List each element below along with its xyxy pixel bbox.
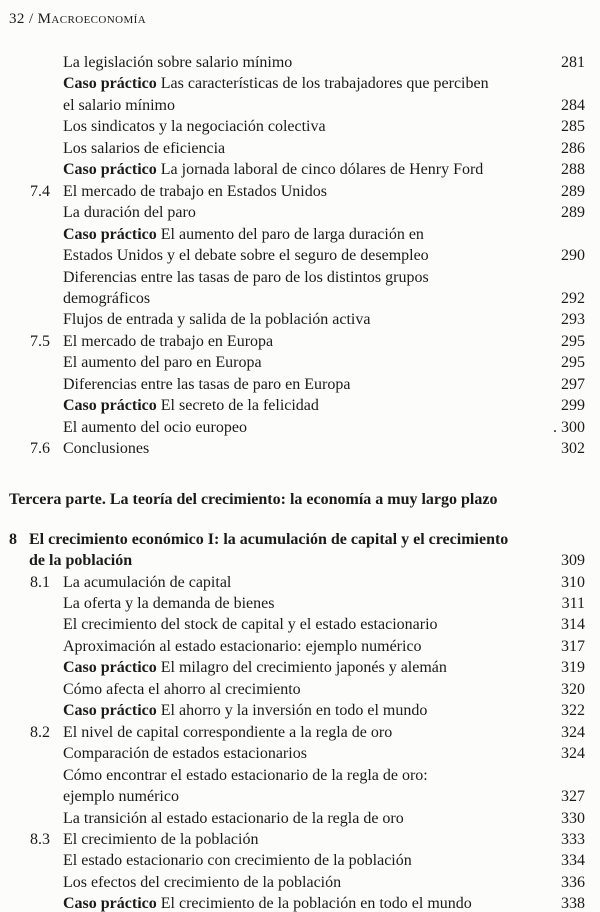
toc-entry-text: de la población — [29, 552, 133, 570]
toc-entry-page: 289 — [561, 204, 585, 222]
toc-entry-page — [547, 765, 585, 786]
toc-entry-page: 290 — [561, 247, 585, 265]
part-heading: Tercera parte. La teoría del crecimiento: la economía a muy largo plazo — [9, 490, 498, 508]
toc-entry-number — [0, 52, 63, 73]
toc-entry-page: 295 — [561, 354, 585, 372]
toc-entry-number: 8.1 — [30, 573, 50, 591]
toc-entry-title — [63, 245, 547, 266]
toc-entry-title — [63, 309, 547, 330]
toc-entry — [0, 893, 585, 912]
toc-entry-page: 314 — [561, 616, 585, 634]
toc-entry-page: 333 — [561, 830, 585, 848]
toc-entry-text: El aumento del paro en Europa — [63, 354, 262, 372]
toc-entry-number: 7.4 — [30, 182, 50, 200]
toc-entry-text: demográficos — [63, 289, 151, 307]
toc-entry-title — [63, 850, 547, 871]
toc-entry-title — [63, 181, 547, 202]
toc-entry-text: El crecimiento de la población en todo el mundo — [156, 895, 472, 912]
toc-entry — [0, 614, 585, 635]
toc-entry — [0, 743, 585, 764]
toc-entry-page: 286 — [561, 139, 585, 157]
toc-entry-number — [0, 786, 63, 807]
toc-entry-page: 327 — [561, 788, 585, 806]
toc-entry-text: El nivel de capital correspondiente a la regla de oro — [63, 723, 393, 741]
toc-entry-number — [0, 593, 63, 614]
toc-entry-page: 330 — [561, 809, 585, 827]
toc-entry-text: El crecimiento de la población — [63, 830, 259, 848]
toc-entry-page: 324 — [561, 745, 585, 763]
toc-entry — [0, 722, 585, 743]
toc-entry-text: Diferencias entre las tasas de paro en Europa — [63, 375, 351, 393]
toc-entry-text: El crecimiento del stock de capital y el estado estacionario — [63, 616, 438, 634]
caso-practico-label: Caso práctico — [63, 225, 157, 243]
toc-entry-page: 288 — [561, 161, 585, 179]
toc-entry-title — [63, 73, 547, 94]
toc-entry-title — [63, 872, 547, 893]
toc-entry-number — [0, 657, 63, 678]
toc-entry-page: 317 — [561, 637, 585, 655]
toc-entry-number — [0, 614, 63, 635]
toc-entry — [0, 829, 585, 850]
toc-entry-number — [0, 700, 63, 721]
toc-entry — [0, 138, 585, 159]
toc-entry-title — [63, 722, 547, 743]
toc-entry-title — [63, 159, 547, 180]
running-header: 32 / Macroeconomía — [9, 11, 147, 27]
toc-entry-title — [63, 331, 547, 352]
toc-entry-page: 292 — [561, 289, 585, 307]
toc-entry — [0, 808, 585, 829]
toc-entry-title — [29, 529, 547, 550]
toc-entry-number — [0, 417, 63, 438]
toc-entry-title — [63, 374, 547, 395]
toc-entry-number: 8.2 — [30, 723, 50, 741]
toc-entry-text: Flujos de entrada y salida de la población activa — [63, 311, 371, 329]
toc-entry-page — [547, 267, 585, 288]
toc-entry-page — [547, 224, 585, 245]
toc-entry-page: 295 — [561, 332, 585, 350]
toc-entry-title — [63, 267, 547, 288]
toc-entry-number: 8.3 — [30, 830, 50, 848]
toc-entry-title — [63, 893, 547, 912]
toc-entry — [0, 529, 585, 550]
toc-entry-text: Comparación de estados estacionarios — [63, 745, 307, 763]
toc-entry-page: 289 — [561, 182, 585, 200]
toc-entry-text: La duración del paro — [63, 204, 196, 222]
toc-entry — [0, 572, 585, 593]
toc-entry-page: 320 — [561, 680, 585, 698]
toc-entry-title — [63, 116, 547, 137]
toc-entry — [0, 765, 585, 786]
toc-entry-number: 7.6 — [30, 440, 50, 458]
toc-entry-text: Las características de los trabajadores que perciben — [156, 75, 489, 93]
toc-entry-page: 309 — [561, 552, 585, 570]
toc-entry-title — [63, 572, 547, 593]
toc-entry-text: El ahorro y la inversión en todo el mundo — [156, 702, 428, 720]
toc-entry — [0, 159, 585, 180]
toc-entry-title — [29, 550, 547, 571]
toc-entry — [0, 657, 585, 678]
toc-entry-page: 293 — [561, 311, 585, 329]
toc-entry — [0, 331, 585, 352]
toc-entry — [0, 395, 585, 416]
toc-entry-number — [0, 765, 63, 786]
toc-entry-number — [0, 850, 63, 871]
toc-entry-number — [0, 202, 63, 223]
toc-entry — [0, 700, 585, 721]
toc-entry-number — [0, 743, 63, 764]
toc-entry — [0, 352, 585, 373]
toc-entry-number: 8 — [9, 530, 17, 548]
toc-entry-page: 311 — [561, 594, 585, 612]
toc-entry-number — [0, 288, 63, 309]
toc-entry-text: El secreto de la felicidad — [156, 397, 319, 415]
toc-entry-title — [63, 593, 547, 614]
toc-entry-page: 299 — [561, 397, 585, 415]
toc-entry-page: 336 — [561, 873, 585, 891]
table-of-contents — [0, 52, 600, 912]
toc-entry-title — [63, 288, 547, 309]
toc-entry-title — [63, 438, 547, 459]
toc-entry-page: 334 — [561, 852, 585, 870]
toc-entry-number — [0, 893, 63, 912]
toc-entry-title — [63, 395, 547, 416]
toc-entry — [0, 224, 585, 245]
toc-entry-text: La jornada laboral de cinco dólares de Henry Ford — [156, 161, 484, 179]
toc-entry — [0, 593, 585, 614]
toc-entry-text: ejemplo numérico — [63, 788, 179, 806]
toc-entry-number — [0, 73, 63, 94]
toc-entry-text: Conclusiones — [63, 440, 150, 458]
toc-entry-text: Los salarios de eficiencia — [63, 139, 226, 157]
toc-entry-page: 284 — [561, 96, 585, 114]
toc-entry-title — [63, 679, 547, 700]
toc-entry — [0, 374, 585, 395]
caso-practico-label: Caso práctico — [63, 659, 157, 677]
toc-entry-page: . 300 — [553, 418, 585, 436]
toc-entry — [0, 850, 585, 871]
caso-practico-label: Caso práctico — [63, 895, 157, 912]
toc-entry-text: el salario mínimo — [63, 96, 175, 114]
toc-entry-number — [0, 636, 63, 657]
toc-entry-title — [63, 352, 547, 373]
toc-entry-page: 322 — [561, 702, 585, 720]
toc-entry-title — [63, 829, 547, 850]
toc-entry-page: 297 — [561, 375, 585, 393]
toc-entry — [0, 417, 585, 438]
toc-entry-page: 338 — [561, 895, 585, 912]
toc-entry — [0, 245, 585, 266]
toc-entry-title — [63, 202, 547, 223]
toc-entry-number: 7.5 — [30, 332, 50, 350]
toc-entry-title — [63, 224, 547, 245]
toc-entry-number — [0, 95, 63, 116]
toc-entry — [0, 288, 585, 309]
toc-entry-number — [0, 872, 63, 893]
toc-entry — [0, 267, 585, 288]
toc-entry-number — [0, 138, 63, 159]
caso-practico-label: Caso práctico — [63, 75, 157, 93]
caso-practico-label: Caso práctico — [63, 702, 157, 720]
toc-entry-number — [0, 550, 29, 571]
toc-entry — [0, 202, 585, 223]
toc-entry — [0, 181, 585, 202]
toc-entry-number — [0, 352, 63, 373]
toc-entry-number — [0, 395, 63, 416]
toc-entry-page: 319 — [561, 659, 585, 677]
toc-entry — [0, 52, 585, 73]
toc-entry-text: El aumento del ocio europeo — [63, 418, 247, 436]
toc-entry-text: La legislación sobre salario mínimo — [63, 54, 293, 71]
toc-entry-title — [63, 417, 547, 438]
toc-entry-text: El aumento del paro de larga duración en — [156, 225, 424, 243]
toc-entry — [0, 679, 585, 700]
toc-entry-text: La acumulación de capital — [63, 573, 232, 591]
toc-entry — [0, 116, 585, 137]
toc-entry-page — [547, 73, 585, 94]
toc-entry-text: Cómo afecta el ahorro al crecimiento — [63, 680, 301, 698]
toc-entry-title — [63, 743, 547, 764]
toc-entry-text: Los sindicatos y la negociación colectiva — [63, 118, 326, 136]
toc-entry-number — [0, 679, 63, 700]
toc-entry — [0, 786, 585, 807]
toc-entry-title — [63, 808, 547, 829]
toc-entry-text: Cómo encontrar el estado estacionario de la regla de oro: — [63, 766, 428, 784]
toc-entry-text: El mercado de trabajo en Europa — [63, 332, 274, 350]
toc-entry-title — [63, 786, 547, 807]
toc-entry-page: 281 — [561, 54, 585, 71]
toc-entry — [0, 73, 585, 94]
toc-entry-text: La oferta y la demanda de bienes — [63, 594, 275, 612]
toc-entry-title — [63, 636, 547, 657]
caso-practico-label: Caso práctico — [63, 397, 157, 415]
toc-entry-text: Los efectos del crecimiento de la población — [63, 873, 342, 891]
toc-entry-text: Aproximación al estado estacionario: ejemplo numérico — [63, 637, 422, 655]
toc-entry-title — [63, 138, 547, 159]
toc-entry-page: 302 — [561, 440, 585, 458]
toc-entry — [0, 872, 585, 893]
toc-entry — [0, 550, 585, 571]
toc-entry-title — [63, 700, 547, 721]
toc-entry-text: Diferencias entre las tasas de paro de los distintos grupos — [63, 268, 429, 286]
toc-entry-text: Estados Unidos y el debate sobre el seguro de desempleo — [63, 247, 429, 265]
toc-entry-page: 285 — [561, 118, 585, 136]
toc-entry — [0, 95, 585, 116]
toc-entry-number — [0, 309, 63, 330]
toc-entry-text: El estado estacionario con crecimiento de la población — [63, 852, 412, 870]
toc-entry-number — [0, 267, 63, 288]
toc-entry-page: 310 — [561, 573, 585, 591]
toc-entry-number — [0, 245, 63, 266]
toc-entry — [0, 438, 585, 459]
toc-entry-title — [63, 657, 547, 678]
toc-entry-number — [0, 224, 63, 245]
toc-entry-title — [63, 95, 547, 116]
toc-entry-number — [0, 374, 63, 395]
toc-entry-number — [0, 159, 63, 180]
toc-entry-title — [63, 52, 547, 73]
toc-entry-text: El milagro del crecimiento japonés y alemán — [156, 659, 447, 677]
toc-entry — [0, 309, 585, 330]
toc-entry-text: El crecimiento económico I: la acumulación de capital y el crecimiento — [29, 530, 509, 548]
toc-entry-text: El mercado de trabajo en Estados Unidos — [63, 182, 327, 200]
toc-entry-page — [547, 529, 585, 550]
toc-entry-number — [0, 116, 63, 137]
toc-entry — [0, 636, 585, 657]
caso-practico-label: Caso práctico — [63, 161, 157, 179]
toc-entry-title — [63, 765, 547, 786]
toc-entry-number — [0, 808, 63, 829]
toc-entry-title — [63, 614, 547, 635]
toc-entry-page: 324 — [561, 723, 585, 741]
toc-entry-text: La transición al estado estacionario de la regla de oro — [63, 809, 404, 827]
